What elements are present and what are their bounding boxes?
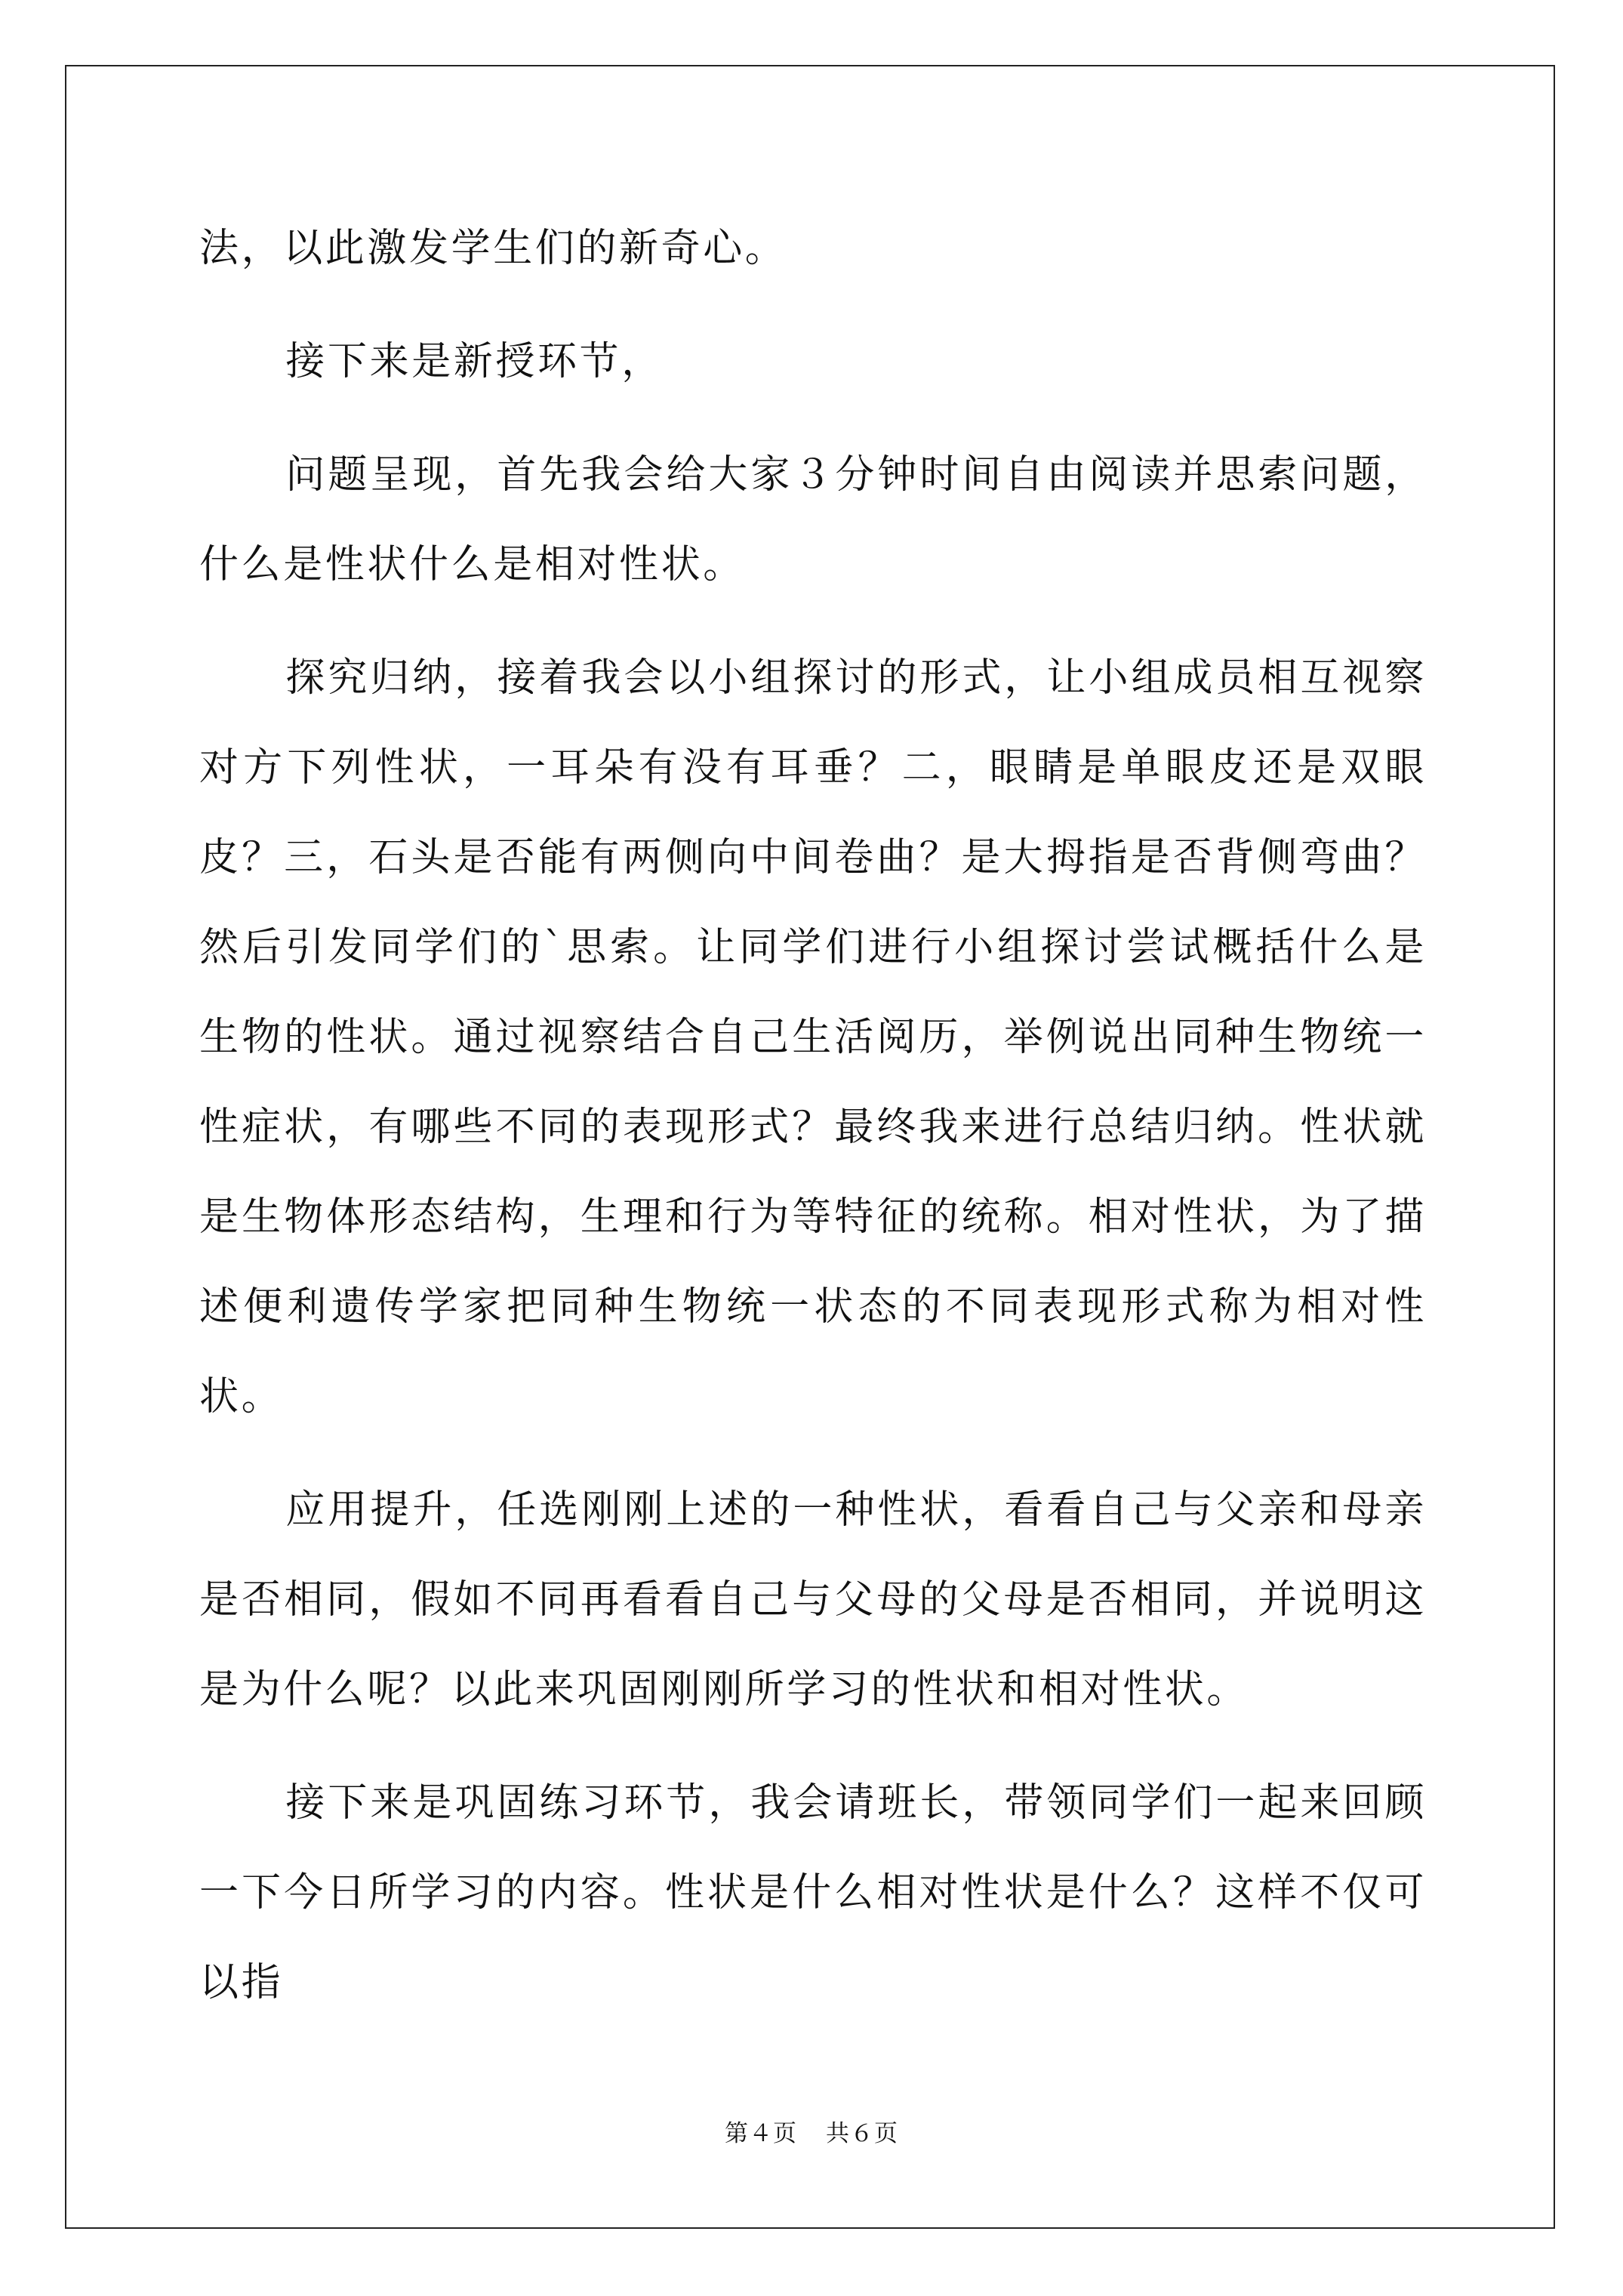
page-total: 共６页 xyxy=(826,2120,898,2147)
paragraph-new-lesson: 接下来是新授环节， xyxy=(285,339,664,384)
page-footer xyxy=(0,2114,1623,2148)
paragraph-consolidation: 接下来是巩固练习环节，我会请班长，带领同学们一起来回顾一下今日所学习的内容。性状是什么相对性状是什么？这样不仅可以指 xyxy=(199,1780,1427,2005)
paragraph-continuation: 法，以此激发学生们的新奇心。 xyxy=(199,226,787,271)
paragraph-application: 应用提升，任选刚刚上述的一种性状，看看自己与父亲和母亲是否相同，假如不同再看看自己与父母的父母是否相同，并说明这是为什么呢？以此来巩固刚刚所学习的性状和相对性状。 xyxy=(199,1487,1427,1712)
paragraph-inquiry-summary: 探究归纳，接着我会以小组探讨的形式，让小组成员相互视察对方下列性状，一耳朵有没有耳垂？二，眼睛是单眼皮还是双眼皮？三，石头是否能有两侧向中间卷曲？是大拇指是否背侧弯曲？然后引发同学们的`思索。让同学们进行小组探讨尝试概括什么是生物的性状。通过视察结合自己生活阅历，举例说出同种生物统一性症状，有哪些不同的表现形式？最终我来进行总结归纳。性状就是生物体形态结构，生理和行为等特征的统称。相对性状，为了描述便利遗传学家把同种生物统一状态的不同表现形式称为相对性状。 xyxy=(199,655,1427,1419)
paragraph-problem-presentation: 问题呈现，首先我会给大家３分钟时间自由阅读并思索问题，什么是性状什么是相对性状。 xyxy=(199,452,1427,587)
document-body xyxy=(199,204,1427,2051)
page-number: 第４页 xyxy=(725,2120,797,2147)
